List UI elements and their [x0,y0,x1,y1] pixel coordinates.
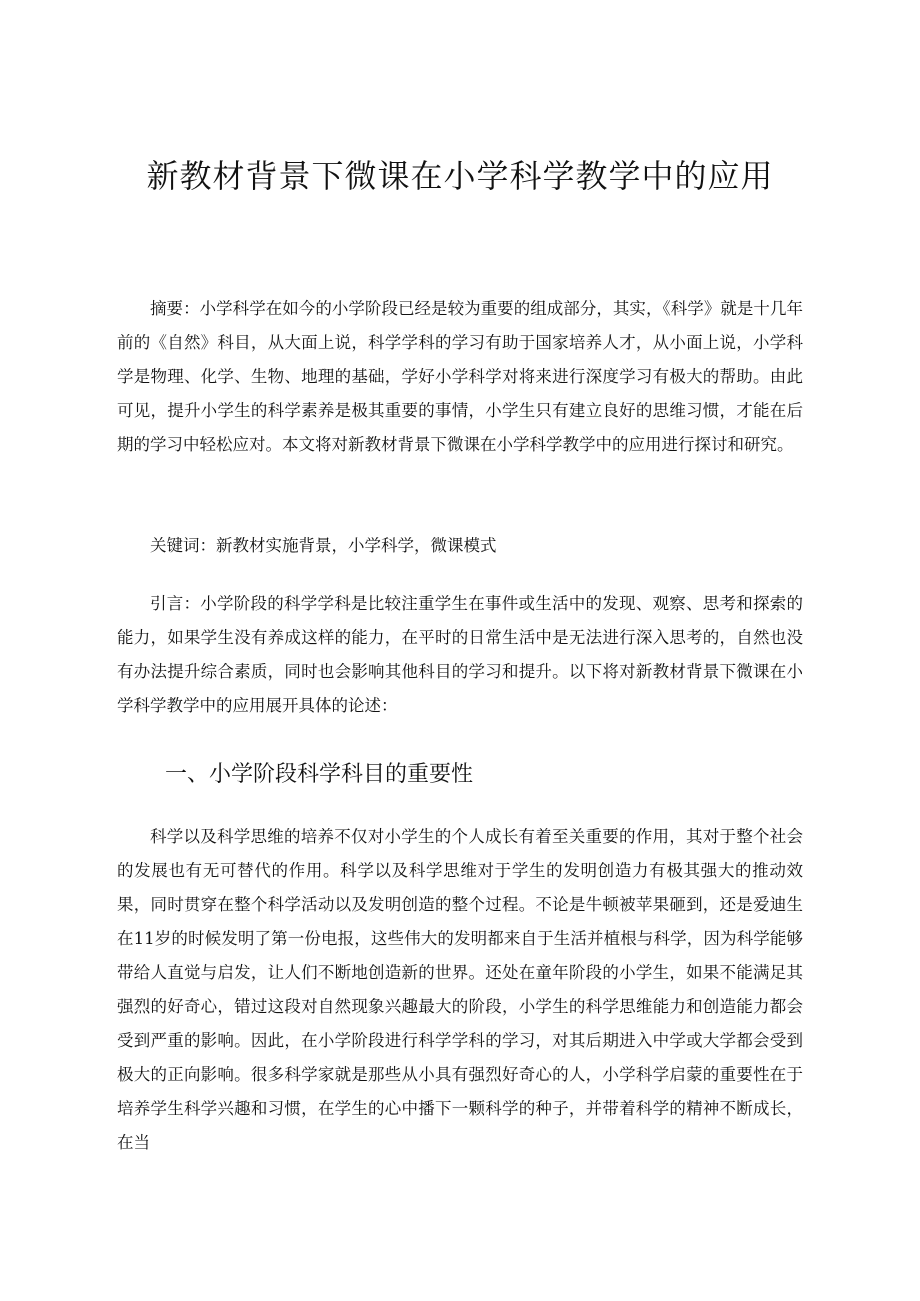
document-title: 新教材背景下微课在小学科学教学中的应用 [146,157,774,195]
keywords-paragraph: 关键词：新教材实施背景，小学科学，微课模式 [150,536,497,555]
section-1-heading: 一、小学阶段科学科目的重要性 [165,762,474,787]
introduction-paragraph: 引言：小学阶段的科学学科是比较注重学生在事件或生活中的发现、观察、思考和探索的能力，如果学生没有养成这样的能力，在平时的日常生活中是无法进行深入思考的，自然也没有办法提升综合素质，同时也会影响其他科目的学习和提升。以下将对新教材背景下微课在小学科学教学中的应用展开具体的论述： [117,594,803,715]
abstract-paragraph: 摘要：小学科学在如今的小学阶段已经是较为重要的组成部分，其实，《科学》就是十几年前的《自然》科目，从大面上说，科学学科的学习有助于国家培养人才，从小面上说，小学科学是物理、化学、生物、地理的基础，学好小学科学对将来进行深度学习有极大的帮助。由此可见，提升小学生的科学素养是极其重要的事情，小学生只有建立良好的思维习惯，才能在后期的学习中轻松应对。本文将对新教材背景下微课在小学科学教学中的应用进行探讨和研究。 [117,299,803,454]
section-1-body: 科学以及科学思维的培养不仅对小学生的个人成长有着至关重要的作用，其对于整个社会的发展也有无可替代的作用。科学以及科学思维对于学生的发明创造力有极其强大的推动效果，同时贯穿在整个科学活动以及发明创造的整个过程。不论是牛顿被苹果砸到，还是爱迪生在11岁的时候发明了第一份电报，这些伟大的发明都来自于生活并植根与科学，因为科学能够带给人直觉与启发，让人们不断地创造新的世界。还处在童年阶段的小学生，如果不能满足其强烈的好奇心，错过这段对自然现象兴趣最大的阶段，小学生的科学思维能力和创造能力都会受到严重的影响。因此，在小学阶段进行科学学科的学习，对其后期进入中学或大学都会受到极大的正向影响。很多科学家就是那些从小具有强烈好奇心的人，小学科学启蒙的重要性在于培养学生科学兴趣和习惯，在学生的心中播下一颗科学的种子，并带着科学的精神不断成长，在当 [117,827,803,1152]
